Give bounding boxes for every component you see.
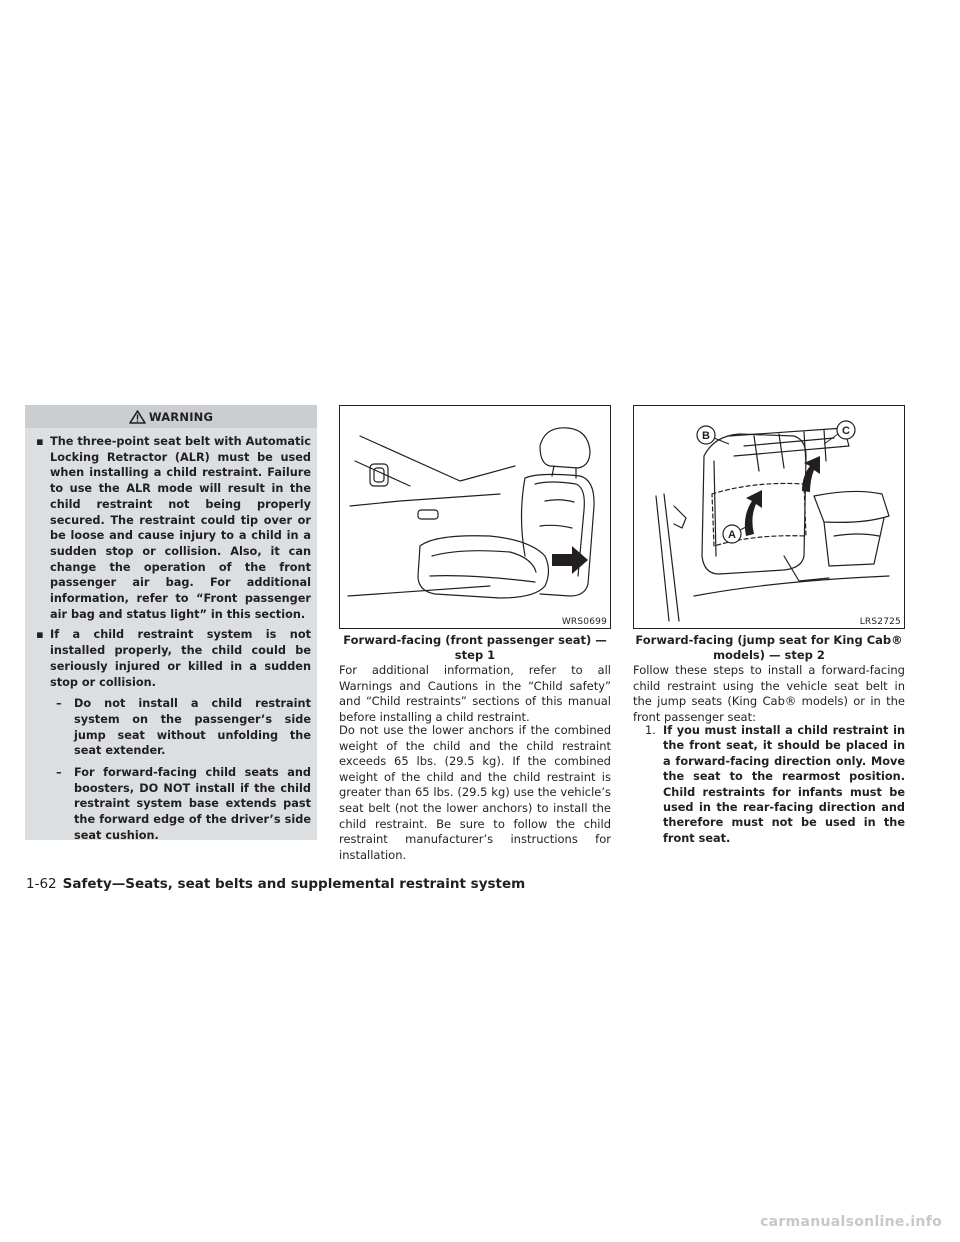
warning-sub-item-text: Do not install a child restraint system on the passenger’s side jump seat without unfolding the seat extender.	[74, 697, 311, 758]
arrow-up-icon	[745, 490, 762, 536]
jump-seat-illustration	[634, 406, 904, 628]
warning-triangle-icon	[129, 410, 146, 424]
callout-label-a: A	[728, 529, 736, 541]
warning-item-text: The three-point seat belt with Automatic Locking Retractor (ALR) must be used when installing a child restraint. Failure to use the ALR mode will result in the child restraint not being properly secured. The restraint could tip over or be loose and cause injury to a child in a sudden stop or collision. Also, it can change the operation of the front passenger air bag. For additional information, refer to “Front passenger air bag and status light” in this section.	[50, 435, 311, 621]
warning-item	[32, 627, 311, 690]
warning-box	[25, 405, 317, 840]
warning-header	[25, 405, 317, 428]
warning-body	[25, 428, 317, 844]
step-text: If you must install a child restraint in the front seat, it should be placed in a forward-facing direction only. Move the seat to the rearmost position. Child restraints for infants must be used in the rear-facing direction and therefore must not be used in the front seat.	[663, 724, 905, 845]
warning-item-text: If a child restraint system is not installed properly, the child could be seriously injured or killed in a sudden stop or collision.	[50, 628, 311, 689]
bullet: ▪	[36, 435, 44, 448]
section-title: Safety—Seats, seat belts and supplemental restraint system	[62, 876, 526, 892]
bullet: ▪	[36, 628, 44, 642]
callout-label-c: C	[842, 425, 850, 437]
figure-code: WRS0699	[561, 617, 607, 627]
paragraph: Do not use the lower anchors if the combined weight of the child and the child restraint exceeds 65 lbs. (29.5 kg). If the combined weight of the child and the child restraint is greater than 65 lbs. (29.5 kg) use the vehicle’s seat belt (not the lower anchors) to install the child restraint. Be sure to follow the child restraint manufacturer’s instructions for installation.	[339, 723, 611, 862]
watermark: carmanualsonline.info	[760, 1214, 942, 1230]
figure-jump-seat	[633, 405, 905, 629]
figure-front-passenger-seat	[339, 405, 611, 629]
callout-label-b: B	[702, 430, 710, 442]
dash: –	[56, 697, 62, 711]
figure-caption: Forward-facing (jump seat for King Cab® models) — step 2	[635, 633, 903, 662]
paragraph: For additional information, refer to all Warnings and Cautions in the “Child safety” and “Child restraints” sections of this manual before installing a child restraint.	[339, 663, 611, 724]
step-number: 1.	[645, 724, 656, 737]
forward-arrow-icon	[552, 546, 588, 574]
page-footer	[26, 876, 525, 892]
warning-sub-item	[32, 765, 311, 844]
arrow-up-icon	[802, 456, 820, 492]
warning-item	[32, 434, 311, 622]
figure-code: LRS2725	[859, 617, 901, 627]
warning-sub-item	[32, 696, 311, 759]
warning-sub-item-text: For forward-facing child seats and boosters, DO NOT install if the child restraint system base extends past the forward edge of the driver’s side seat cushion.	[74, 766, 311, 842]
seat-illustration	[340, 406, 610, 628]
page-number: 1-62	[26, 876, 57, 892]
dash: –	[56, 766, 62, 780]
step-item	[633, 723, 905, 846]
warning-title: WARNING	[148, 409, 214, 424]
paragraph: Follow these steps to install a forward-facing child restraint using the vehicle seat belt in the jump seats (King Cab® models) or in the front passenger seat:	[633, 663, 905, 724]
figure-caption: Forward-facing (front passenger seat) — step 1	[343, 633, 607, 662]
